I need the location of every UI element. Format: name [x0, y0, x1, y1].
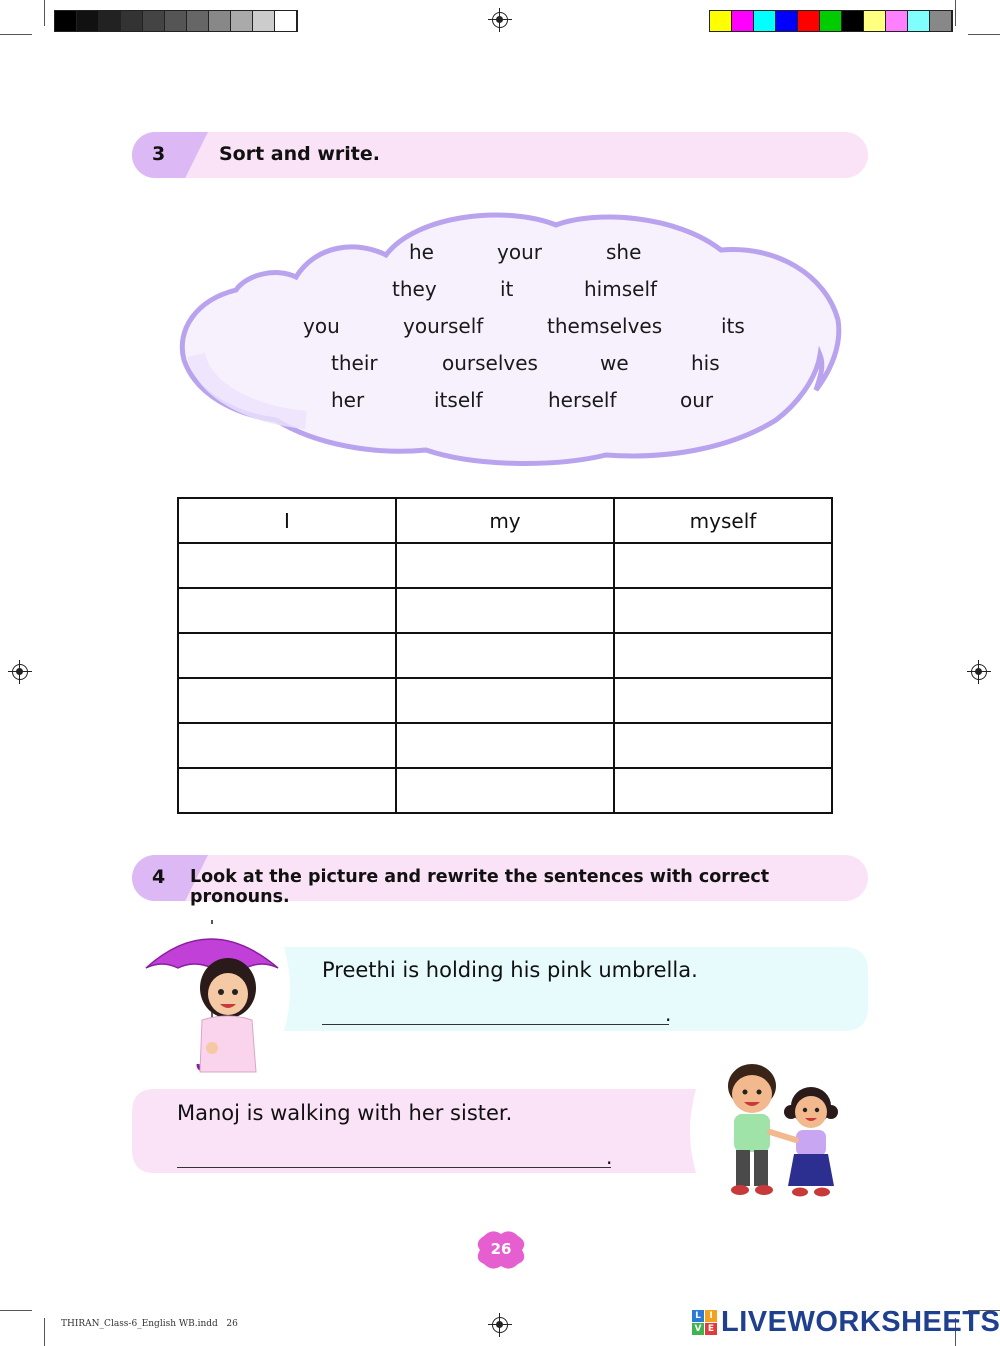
- sort-table: [177, 497, 833, 814]
- table-row: [178, 633, 832, 678]
- task-4-title: Look at the picture and rewrite the sentences with correct pronouns.: [190, 867, 770, 907]
- table-row: [178, 678, 832, 723]
- word-herself: herself: [548, 388, 617, 412]
- table-cell: [178, 678, 396, 723]
- color-swatch: [754, 11, 776, 31]
- table-cell: [178, 588, 396, 633]
- logo-tiles: [692, 1310, 717, 1335]
- table-cell: [396, 543, 614, 588]
- table-cell: [396, 768, 614, 813]
- answer-cell-input[interactable]: [179, 543, 399, 588]
- registration-mark-bottom: [492, 1317, 508, 1333]
- color-swatch: [886, 11, 908, 31]
- boy-and-sister-illustration: [718, 1062, 853, 1204]
- table-cell: [614, 768, 832, 813]
- word-you: you: [303, 314, 340, 338]
- color-swatch: [710, 11, 732, 31]
- answer-cell-input[interactable]: [397, 768, 617, 813]
- table-cell: [614, 543, 832, 588]
- word-its: its: [721, 314, 745, 338]
- color-swatch: [253, 11, 275, 31]
- grayscale-bar: [54, 10, 298, 32]
- answer-1-period: .: [665, 1002, 672, 1026]
- task-4-header: [132, 855, 868, 907]
- table-cell: [396, 723, 614, 768]
- word-they: they: [392, 277, 437, 301]
- task-3-number: 3: [152, 143, 166, 165]
- table-cell: [614, 723, 832, 768]
- color-swatch: [820, 11, 842, 31]
- word-your: your: [497, 240, 542, 264]
- table-cell: [396, 633, 614, 678]
- table-header-row: [178, 498, 832, 543]
- table-row: [178, 543, 832, 588]
- answer-cell-input[interactable]: [615, 723, 835, 768]
- logo-tile: V: [692, 1323, 704, 1335]
- color-swatch: [930, 11, 952, 31]
- word-she: she: [606, 240, 642, 264]
- table-cell: [178, 768, 396, 813]
- table-row: [178, 768, 832, 813]
- sentence-2-text: Manoj is walking with her sister.: [177, 1101, 513, 1125]
- answer-cell-input[interactable]: [179, 633, 399, 678]
- answer-cell-input[interactable]: [615, 633, 835, 678]
- word-our: our: [680, 388, 714, 412]
- answer-cell-input[interactable]: [615, 588, 835, 633]
- color-swatch: [842, 11, 864, 31]
- color-swatch: [864, 11, 886, 31]
- color-swatch: [732, 11, 754, 31]
- color-swatch: [798, 11, 820, 31]
- answer-cell-input[interactable]: [179, 588, 399, 633]
- answer-cell-input[interactable]: [397, 588, 617, 633]
- column-header-my: my: [396, 498, 614, 543]
- color-swatch: [776, 11, 798, 31]
- color-swatch: [55, 11, 77, 31]
- girl-with-umbrella-illustration: [140, 920, 285, 1075]
- liveworksheets-logo[interactable]: [692, 1306, 1000, 1339]
- answer-2-input[interactable]: [177, 1139, 611, 1168]
- color-swatch: [275, 11, 297, 31]
- answer-cell-input[interactable]: [615, 678, 835, 723]
- answer-cell-input[interactable]: [397, 723, 617, 768]
- crop-mark: [955, 0, 956, 26]
- crop-mark: [0, 1310, 32, 1311]
- answer-cell-input[interactable]: [397, 633, 617, 678]
- logo-tile: E: [705, 1323, 717, 1335]
- word-themselves: themselves: [547, 314, 663, 338]
- crop-mark: [968, 34, 1000, 35]
- color-swatch: [99, 11, 121, 31]
- answer-cell-input[interactable]: [397, 678, 617, 723]
- table-row: [178, 588, 832, 633]
- table-cell: [614, 678, 832, 723]
- brand-name: LIVEWORKSHEETS: [721, 1306, 1000, 1338]
- table-cell: [614, 633, 832, 678]
- registration-mark-top: [492, 12, 508, 28]
- color-swatch: [187, 11, 209, 31]
- color-swatch: [209, 11, 231, 31]
- answer-cell-input[interactable]: [397, 543, 617, 588]
- task-4-number: 4: [152, 866, 166, 888]
- table-cell: [178, 543, 396, 588]
- answer-cell-input[interactable]: [179, 678, 399, 723]
- column-header-myself: myself: [614, 498, 832, 543]
- answer-cell-input[interactable]: [179, 768, 399, 813]
- registration-mark-left: [12, 664, 28, 680]
- footer-file-name: THIRAN_Class-6_English WB.indd 26: [61, 1319, 238, 1329]
- table-cell: [178, 633, 396, 678]
- task-number-tab: [132, 132, 208, 178]
- logo-tile: I: [705, 1310, 717, 1322]
- word-itself: itself: [434, 388, 483, 412]
- crop-mark: [44, 0, 45, 26]
- color-calibration-bar: [709, 10, 953, 32]
- word-her: her: [331, 388, 365, 412]
- word-their: their: [331, 351, 378, 375]
- sentence-1-text: Preethi is holding his pink umbrella.: [322, 958, 698, 982]
- crop-mark: [44, 1318, 45, 1346]
- word-he: he: [409, 240, 434, 264]
- task-3-header: [132, 132, 868, 178]
- answer-cell-input[interactable]: [615, 768, 835, 813]
- answer-cell-input[interactable]: [615, 543, 835, 588]
- answer-cell-input[interactable]: [179, 723, 399, 768]
- table-cell: [614, 588, 832, 633]
- word-his: his: [691, 351, 720, 375]
- color-swatch: [77, 11, 99, 31]
- word-it: it: [500, 277, 514, 301]
- crop-mark: [0, 34, 32, 35]
- table-cell: [178, 723, 396, 768]
- word-yourself: yourself: [403, 314, 484, 338]
- logo-tile: L: [692, 1310, 704, 1322]
- answer-1-input[interactable]: [322, 996, 672, 1026]
- page-number: 26: [490, 1240, 512, 1258]
- color-swatch: [121, 11, 143, 31]
- table-row: [178, 723, 832, 768]
- registration-mark-right: [971, 664, 987, 680]
- word-ourselves: ourselves: [442, 351, 538, 375]
- task-3-title: Sort and write.: [219, 143, 380, 165]
- answer-2-period: .: [606, 1145, 613, 1169]
- color-swatch: [908, 11, 930, 31]
- color-swatch: [231, 11, 253, 31]
- column-header-i: I: [178, 498, 396, 543]
- color-swatch: [165, 11, 187, 31]
- table-cell: [396, 588, 614, 633]
- word-himself: himself: [584, 277, 658, 301]
- word-we: we: [600, 351, 629, 375]
- color-swatch: [143, 11, 165, 31]
- table-cell: [396, 678, 614, 723]
